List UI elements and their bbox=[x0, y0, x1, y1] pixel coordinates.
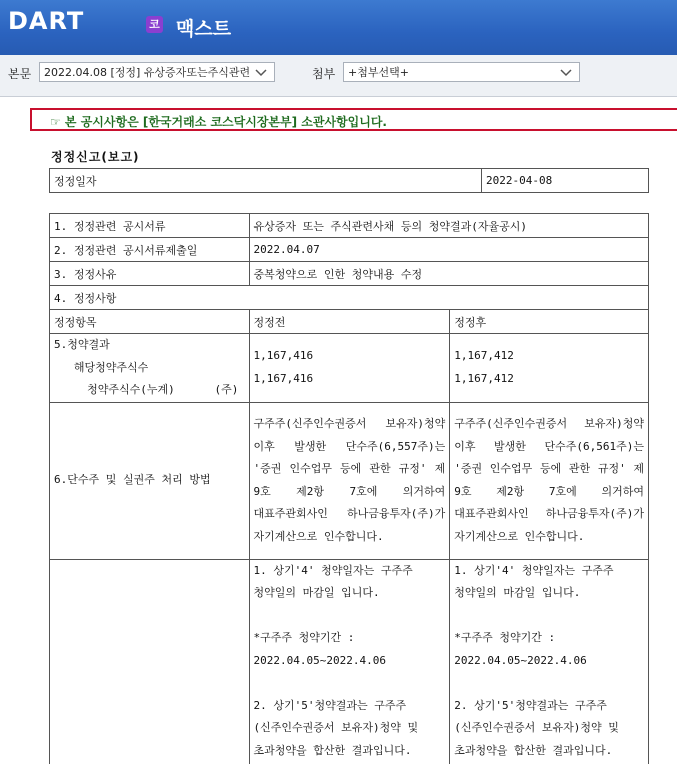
company-type-icon: 코 bbox=[146, 16, 163, 33]
row4-label: 4. 정정사항 bbox=[50, 286, 649, 310]
item5-before-2: 1,167,416 bbox=[253, 371, 314, 385]
table-row bbox=[50, 262, 649, 286]
document-toolbar bbox=[0, 55, 677, 97]
col-item: 정정항목 bbox=[50, 310, 250, 334]
dart-logo[interactable] bbox=[8, 8, 84, 34]
item6-after: 구주주(신주인수권증서 보유자)청약 이후 발생한 단수주(6,561주)는 '증권 인수업무 등에 관한 규정' 제 9호 제2항 7호에 의거하여 대표주관회사인 하나금융투자(주)가 자기계산으로 인수합니다. bbox=[450, 402, 649, 559]
table-row bbox=[50, 286, 649, 310]
document-title: 정정신고(보고) bbox=[51, 150, 140, 164]
bonmun-label: 본문 bbox=[8, 67, 32, 81]
notice-text: ☞ 본 공시사항은 [한국거래소 코스닥시장본부] 소관사항입니다. bbox=[50, 115, 387, 129]
item5-after-2: 1,167,412 bbox=[454, 371, 514, 385]
table-row bbox=[50, 214, 649, 238]
correction-date-table bbox=[49, 168, 649, 193]
item5-after bbox=[450, 334, 649, 403]
logo-text: DART bbox=[8, 7, 85, 35]
row3-value: 중복청약으로 인한 청약내용 수정 bbox=[249, 262, 649, 286]
row2-label: 2. 정정관련 공시서류제출일 bbox=[50, 238, 250, 262]
bonmun-select-value: 2022.04.08 [정정] 유상증자또는주식관련 bbox=[44, 66, 251, 79]
item5-before bbox=[249, 334, 450, 403]
correction-table bbox=[49, 213, 649, 764]
item5-label-3: 청약주식수(누계) (주) bbox=[54, 383, 239, 396]
item5-after-1: 1,167,412 bbox=[454, 349, 514, 363]
bonmun-select[interactable] bbox=[39, 62, 275, 82]
date-label: 정정일자 bbox=[50, 169, 482, 193]
row3-label: 3. 정정사유 bbox=[50, 262, 250, 286]
table-row bbox=[50, 334, 649, 403]
date-value: 2022-04-08 bbox=[482, 169, 649, 193]
item5-label-1: 5.청약결과 bbox=[54, 338, 110, 351]
table-row bbox=[50, 559, 649, 764]
row1-value: 유상증자 또는 주식관련사채 등의 청약결과(자율공시) bbox=[249, 214, 649, 238]
table-row bbox=[50, 169, 649, 193]
table-row bbox=[50, 402, 649, 559]
dart-header bbox=[0, 0, 677, 55]
attach-label: 첨부 bbox=[312, 67, 336, 81]
item5-label-2: 해당청약주식수 bbox=[54, 360, 149, 374]
jurisdiction-notice bbox=[30, 108, 677, 131]
item7-before: 1. 상기'4' 청약일자는 구주주 청약일의 마감일 입니다. *구주주 청약기간 : 2022.04.05~2022.4.06 2. 상기'5'청약결과는 구주주(신주인수권증서 보유자)청약 및 초과청약을 합산한 결과입니다. bbox=[249, 559, 450, 764]
company-name[interactable]: 맥스트 bbox=[176, 18, 232, 40]
chevron-down-icon bbox=[559, 65, 573, 79]
col-before: 정정전 bbox=[249, 310, 450, 334]
table-header-row bbox=[50, 310, 649, 334]
item7-label bbox=[50, 559, 250, 764]
item7-after: 1. 상기'4' 청약일자는 구주주 청약일의 마감일 입니다. *구주주 청약기간 : 2022.04.05~2022.4.06 2. 상기'5'청약결과는 구주주(신주인수권증서 보유자)청약 및 초과청약을 합산한 결과입니다. bbox=[450, 559, 649, 764]
col-after: 정정후 bbox=[450, 310, 649, 334]
chevron-down-icon bbox=[254, 65, 268, 79]
table-row bbox=[50, 238, 649, 262]
item6-before: 구주주(신주인수권증서 보유자)청약 이후 발생한 단수주(6,557주)는 '증권 인수업무 등에 관한 규정' 제 9호 제2항 7호에 의거하여 대표주관회사인 하나금융투자(주)가 자기계산으로 인수합니다. bbox=[249, 402, 450, 559]
item5-label bbox=[50, 334, 250, 403]
attach-select-value: +첨부선택+ bbox=[348, 66, 409, 79]
document-viewer[interactable] bbox=[0, 97, 677, 764]
row1-label: 1. 정정관련 공시서류 bbox=[50, 214, 250, 238]
attach-select[interactable] bbox=[343, 62, 580, 82]
item5-before-1: 1,167,416 bbox=[253, 349, 314, 363]
row2-value: 2022.04.07 bbox=[249, 238, 649, 262]
item6-label: 6.단수주 및 실권주 처리 방법 bbox=[50, 402, 250, 559]
